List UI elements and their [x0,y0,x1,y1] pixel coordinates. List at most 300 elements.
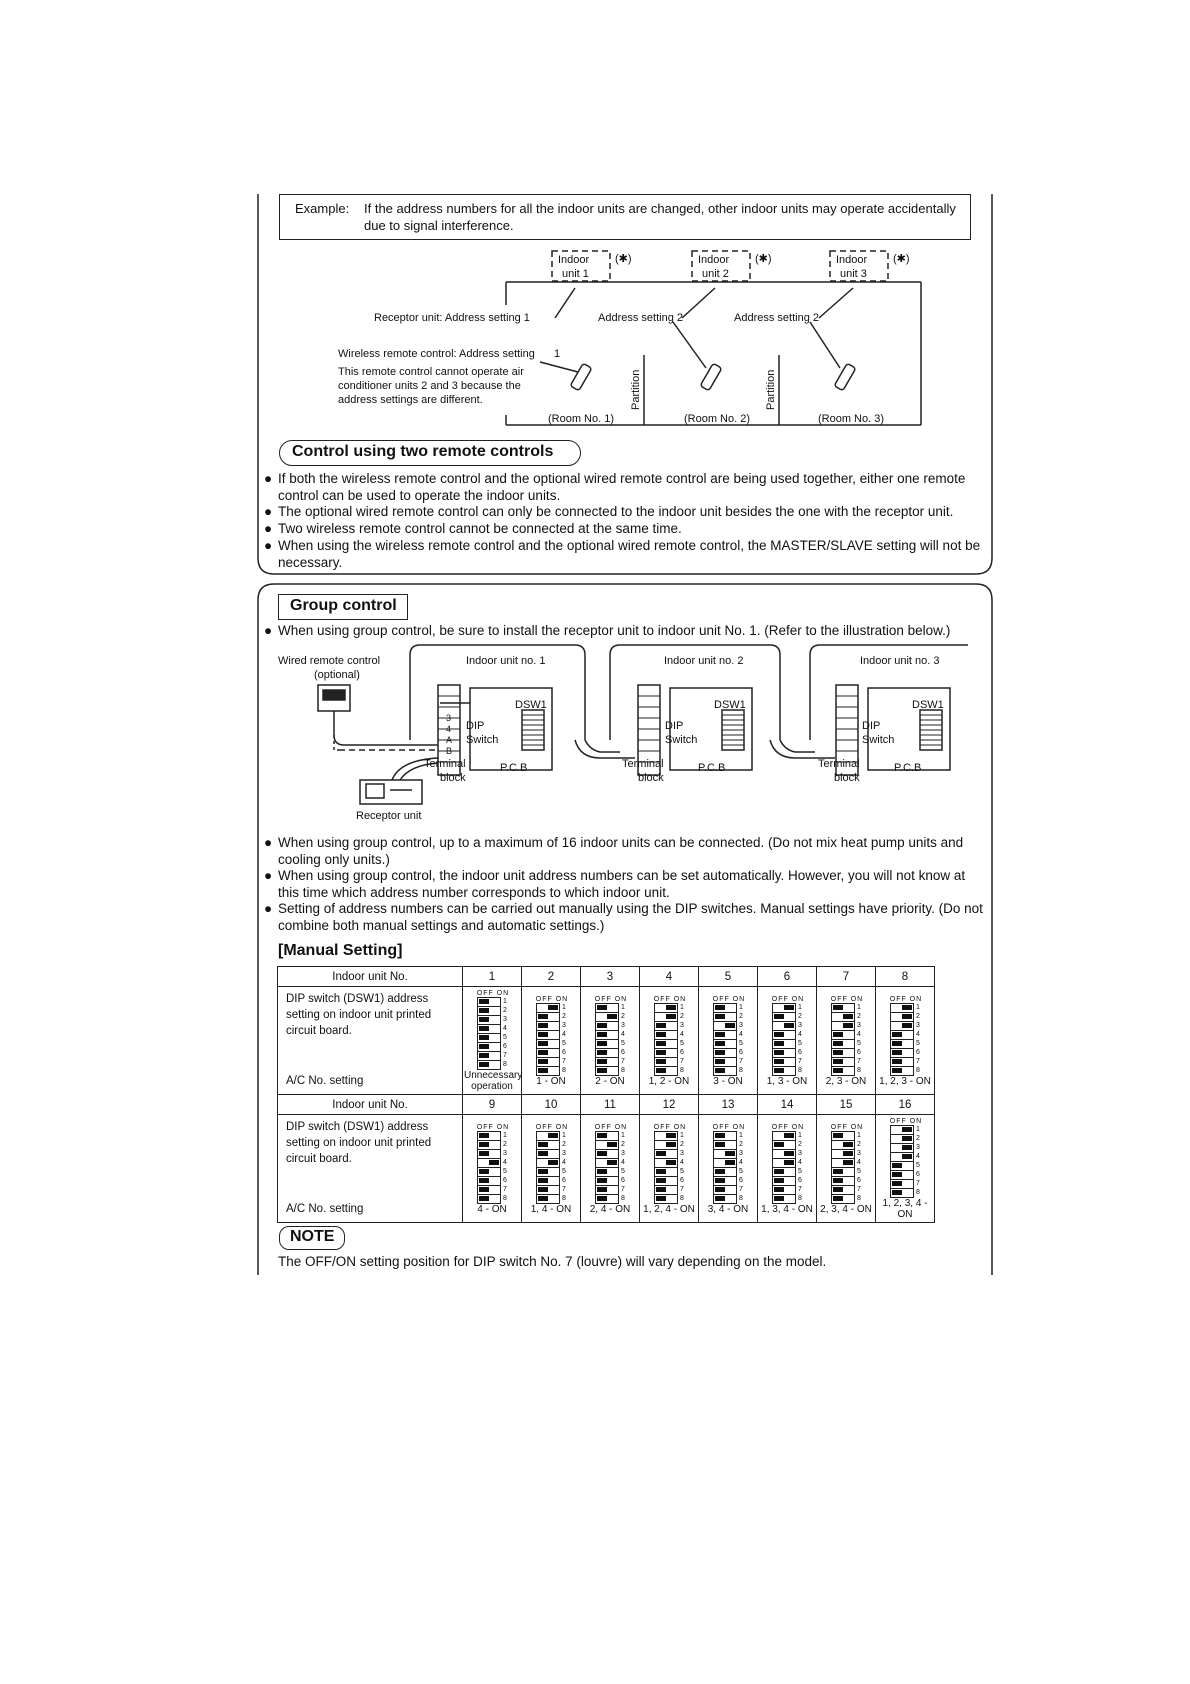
group-unit-2-label: Indoor unit no. 2 [664,655,744,667]
wireless-address-value: 1 [554,348,561,360]
dip-switch-number: 7 [739,1057,743,1065]
dip-knob-off [833,1133,843,1138]
unit-no: 7 [817,967,876,987]
dip-knob-off [479,1196,489,1201]
unit-no: 12 [640,1095,699,1115]
dip-switch-cell [876,987,935,1095]
dip-switch-number: 7 [916,1057,920,1065]
dip-knob-on [902,1005,912,1010]
dip-knob-off [715,1178,725,1183]
wired-remote-label-1: Wired remote control [278,655,381,667]
dip-knob-off [774,1178,784,1183]
dip-switch-number: 8 [739,1066,743,1074]
unit-no: 16 [876,1095,935,1115]
unit-no: 10 [522,1095,581,1115]
example-unit-1-asterisk: (✱) [615,253,632,265]
dip-switch-header: OFF ON [653,1123,687,1131]
ac-setting-value: 1, 2, 3, 4 - ON [882,1198,928,1220]
unit-no: 4 [640,967,699,987]
dip-knob-on [607,1160,617,1165]
dip-switch-number: 7 [680,1185,684,1193]
dip-knob-off [538,1142,548,1147]
dip-switch-cell [817,987,876,1095]
group-unit-1-label: Indoor unit no. 1 [466,655,546,667]
dip-switch-graphic [890,1003,914,1076]
dip-switch-graphic [713,1003,737,1076]
dip-switch-number: 4 [857,1030,861,1038]
dip-knob-on [607,1142,617,1147]
dip-switch-number: 6 [857,1048,861,1056]
dip-switch-graphic [595,1003,619,1076]
dip-knob-off [892,1059,902,1064]
dip-switch-number: 4 [503,1025,507,1032]
dip-switch-number: 6 [503,1176,507,1184]
example-unit-2-asterisk: (✱) [755,253,772,265]
ac-setting-value: 4 - ON [477,1203,507,1215]
dip-knob-off [833,1068,843,1073]
dip-knob-off [774,1187,784,1192]
dip-switch-graphic [831,1003,855,1076]
address-setting-2a: Address setting 2 [598,312,683,324]
example-unit-1-label-2: unit 1 [562,268,589,280]
dip-knob-off [597,1196,607,1201]
dip-switch-number: 5 [621,1167,625,1175]
dip-knob-on [843,1142,853,1147]
unit-no: 15 [817,1095,876,1115]
dip-knob-off [597,1050,607,1055]
example-note-line2: conditioner units 2 and 3 because the [338,380,521,392]
dip-knob-on [489,1160,499,1165]
dip-knob-on [725,1151,735,1156]
dip-switch-1b: Switch [466,734,499,746]
dip-switch-number: 6 [621,1048,625,1056]
dip-switch-number: 2 [916,1135,920,1142]
dip-switch-number: 6 [916,1048,920,1056]
dip-knob-off [833,1059,843,1064]
unit-no: 14 [758,1095,817,1115]
address-setting-2b: Address setting 2 [734,312,819,324]
dip-switch-number: 3 [503,1016,507,1023]
dip-switch-number: 8 [739,1194,743,1202]
wireless-address-label: Wireless remote control: Address setting [338,348,535,360]
ac-setting-value: 1, 2, 3 - ON [879,1075,931,1087]
dip-switch-number: 5 [739,1167,743,1175]
example-unit-2-label-1: Indoor [698,254,730,266]
dip-knob-on [666,1133,676,1138]
dip-knob-off [656,1050,666,1055]
unit-no: 9 [463,1095,522,1115]
dip-switch-number: 3 [680,1021,684,1029]
dip-knob-off [715,1133,725,1138]
pcb-label-3: P.C.B [894,762,922,774]
dip-switch-3a: DIP [862,720,881,732]
dip-switch-header: OFF ON [889,1118,923,1125]
dip-switch-number: 1 [857,1003,861,1011]
dip-knob-off [597,1041,607,1046]
dip-switch-header: OFF ON [830,1123,864,1131]
example-unit-3-label-1: Indoor [836,254,868,266]
dip-switch-number: 6 [916,1171,920,1178]
dip-switch-cell [699,987,758,1095]
dip-switch-graphic [536,1131,560,1204]
dip-switch-number: 6 [562,1176,566,1184]
dip-knob-on [843,1151,853,1156]
dip-switch-header: OFF ON [712,995,746,1003]
example-unit-1-label-1: Indoor [558,254,590,266]
terminal-3: 3 [446,713,452,723]
dip-switch-number: 5 [503,1167,507,1175]
dip-switch-graphic [477,997,501,1070]
dip-switch-graphic [654,1131,678,1204]
dip-switch-header: OFF ON [653,995,687,1003]
dip-knob-off [479,1133,489,1138]
manual-setting-heading: [Manual Setting] [278,942,403,959]
dip-switch-number: 4 [798,1158,802,1166]
dip-knob-off [597,1005,607,1010]
dip-knob-on [843,1023,853,1028]
dip-knob-off [715,1059,725,1064]
dip-knob-on [902,1023,912,1028]
dip-switch-3b: Switch [862,734,895,746]
dip-switch-number: 1 [562,1131,566,1139]
example-note-line3: address settings are different. [338,394,483,406]
dip-switch-cell [640,987,699,1095]
dip-switch-number: 5 [680,1167,684,1175]
dip-switch-number: 3 [562,1021,566,1029]
dip-switch-number: 1 [916,1003,920,1011]
dip-switch-number: 4 [916,1030,920,1038]
example-unit-2-label-2: unit 2 [702,268,729,280]
terminal-block-3b: block [834,772,860,784]
dip-switch-number: 3 [857,1021,861,1029]
dip-knob-off [479,1062,489,1067]
dip-knob-off [597,1133,607,1138]
dip-knob-off [538,1032,548,1037]
dip-switch-cell [758,987,817,1095]
dip-knob-on [784,1160,794,1165]
note-heading: NOTE [290,1228,335,1245]
dip-knob-on [902,1014,912,1019]
dip-switch-number: 2 [680,1012,684,1020]
dip-switch-number: 2 [857,1012,861,1020]
dip-knob-on [784,1133,794,1138]
dip-switch-number: 5 [857,1167,861,1175]
dip-knob-off [479,1053,489,1058]
partition-label-2: Partition [765,369,777,410]
dip-switch-number: 8 [680,1066,684,1074]
dip-knob-on [843,1160,853,1165]
dip-knob-off [892,1050,902,1055]
ac-setting-value: 2, 4 - ON [589,1203,631,1215]
dip-knob-off [597,1178,607,1183]
ac-setting-value: 3 - ON [713,1075,743,1087]
dip-knob-off [597,1023,607,1028]
unit-no: 3 [581,967,640,987]
unit-no-label-bottom: Indoor unit No. [278,1095,463,1115]
dip-switch-number: 2 [739,1012,743,1020]
dip-knob-off [538,1023,548,1028]
dip-switch-number: 2 [739,1140,743,1148]
pcb-label-1: P.C.B [500,762,528,774]
dip-switch-number: 3 [916,1021,920,1029]
room-2-label: (Room No. 2) [684,413,751,425]
dip-switch-number: 2 [798,1140,802,1148]
dip-knob-on [902,1154,912,1159]
two-remotes-heading: Control using two remote controls [292,443,554,460]
manual-setting-table [277,966,935,1223]
dip-switch-graphic [595,1131,619,1204]
dip-switch-cell [463,1115,522,1223]
dip-switch-number: 1 [562,1003,566,1011]
example-note-line1: This remote control cannot operate air [338,366,524,378]
dip-knob-off [597,1059,607,1064]
dip-knob-off [715,1196,725,1201]
example-text-line2: due to signal interference. [364,218,514,233]
dip-switch-2a: DIP [665,720,684,732]
dip-knob-off [597,1187,607,1192]
dip-switch-cell [463,987,522,1095]
two-remotes-bullet-2: ● The optional wired remote control can only be connected to the indoor unit besides the one with the receptor unit. [264,504,954,519]
dip-knob-off [538,1169,548,1174]
dip-knob-on [666,1005,676,1010]
pcb-label-2: P.C.B [698,762,726,774]
address-example-diagram [0,0,1190,440]
dip-knob-off [538,1068,548,1073]
dip-switch-number: 4 [798,1030,802,1038]
dip-switch-number: 5 [798,1039,802,1047]
dip-switch-header: OFF ON [771,1123,805,1131]
dip-switch-number: 2 [680,1140,684,1148]
terminal-block-1b: block [440,772,466,784]
dip-switch-cell [758,1115,817,1223]
dip-switch-number: 5 [916,1039,920,1047]
dip-switch-number: 4 [857,1158,861,1166]
dip-switch-number: 6 [562,1048,566,1056]
dip-knob-off [774,1196,784,1201]
terminal-block-2b: block [638,772,664,784]
ac-setting-value: 1, 2, 4 - ON [643,1203,695,1215]
two-remotes-bullet-1: ● If both the wireless remote control and the optional wired remote control are being used together, either one remote control can be used to operate the indoor units. [264,471,966,503]
dip-switch-graphic [654,1003,678,1076]
room-3-label: (Room No. 3) [818,413,885,425]
dip-switch-number: 1 [857,1131,861,1139]
ac-setting-value: 1, 2 - ON [648,1075,690,1087]
dip-switch-number: 8 [798,1066,802,1074]
dip-switch-number: 1 [798,1131,802,1139]
dip-switch-number: 1 [621,1131,625,1139]
dip-switch-number: 2 [916,1012,920,1020]
dip-knob-off [774,1050,784,1055]
dip-switch-number: 8 [562,1194,566,1202]
dip-switch-number: 2 [857,1140,861,1148]
dip-switch-number: 1 [739,1131,743,1139]
dip-switch-header: OFF ON [476,1123,510,1131]
dip-switch-graphic [536,1003,560,1076]
dip-knob-off [892,1041,902,1046]
dip-switch-number: 3 [621,1149,625,1157]
dip-switch-number: 4 [680,1030,684,1038]
dip-knob-on [607,1014,617,1019]
dip-switch-number: 4 [916,1153,920,1160]
dip-switch-number: 7 [503,1052,507,1059]
dip-knob-off [597,1032,607,1037]
unit-no: 11 [581,1095,640,1115]
dip-switch-number: 8 [680,1194,684,1202]
dip-switch-number: 5 [916,1162,920,1169]
dip-knob-off [479,1008,489,1013]
dip-switch-cell [522,987,581,1095]
dip-knob-on [548,1133,558,1138]
dip-knob-off [656,1032,666,1037]
dip-knob-off [597,1169,607,1174]
ac-setting-value: Unnecessary operation [464,1070,523,1092]
terminal-b: B [446,746,453,756]
dip-switch-graphic [772,1003,796,1076]
example-label: Example: [295,201,350,216]
unit-no: 8 [876,967,935,987]
wired-remote-label-2: (optional) [314,669,360,681]
partition-label-1: Partition [630,369,642,410]
dip-knob-off [656,1178,666,1183]
dip-switch-graphic [831,1131,855,1204]
dip-switch-number: 6 [739,1048,743,1056]
dip-switch-header: OFF ON [535,1123,569,1131]
dip-switch-number: 6 [680,1176,684,1184]
dip-knob-off [538,1196,548,1201]
dip-knob-off [479,1169,489,1174]
dip-knob-off [833,1169,843,1174]
dip-switch-number: 1 [916,1126,920,1133]
dip-switch-number: 5 [739,1039,743,1047]
dip-knob-off [892,1181,902,1186]
unit-no: 13 [699,1095,758,1115]
dip-switch-graphic [713,1131,737,1204]
terminal-a: A [446,735,453,745]
dip-knob-off [538,1014,548,1019]
dip-switch-number: 7 [562,1057,566,1065]
dip-knob-off [892,1068,902,1073]
dip-switch-number: 8 [857,1194,861,1202]
dip-switch-number: 1 [739,1003,743,1011]
dip-knob-off [833,1041,843,1046]
ac-setting-value: 3, 4 - ON [707,1203,749,1215]
two-remotes-bullet-4: ● When using the wireless remote control and the optional wired remote control, the MASTER/SLAVE setting will not be necessary. [264,538,981,570]
dip-knob-on [548,1160,558,1165]
dip-knob-on [784,1023,794,1028]
dip-switch-header: OFF ON [594,1123,628,1131]
group-bullet-1: ● When using group control, up to a maximum of 16 indoor units can be connected. (Do not mix heat pump units and cooling only units.) [264,835,964,867]
dip-switch-number: 7 [798,1185,802,1193]
dip-knob-off [479,1178,489,1183]
dip-knob-off [715,1050,725,1055]
dip-switch-number: 3 [739,1149,743,1157]
dip-knob-off [538,1041,548,1046]
dip-knob-off [715,1142,725,1147]
ac-setting-value: 1, 3 - ON [766,1075,808,1087]
dip-switch-cell [640,1115,699,1223]
dip-switch-number: 6 [798,1048,802,1056]
dip-switch-number: 7 [916,1180,920,1187]
room-1-label: (Room No. 1) [548,413,615,425]
dip-switch-number: 4 [562,1030,566,1038]
dip-switch-number: 8 [503,1061,507,1068]
dip-knob-off [892,1032,902,1037]
unit-no: 2 [522,967,581,987]
receptor-address-label: Receptor unit: Address setting 1 [374,312,530,324]
dip-switch-number: 3 [680,1149,684,1157]
dip-switch-header: OFF ON [594,995,628,1003]
dip-switch-number: 2 [798,1012,802,1020]
dip-switch-number: 1 [798,1003,802,1011]
ac-setting-value: 1, 3, 4 - ON [761,1203,813,1215]
dip-knob-on [725,1023,735,1028]
dip-switch-number: 7 [503,1185,507,1193]
terminal-block-1a: Terminal [424,758,466,770]
dip-knob-off [715,1169,725,1174]
dip-knob-off [774,1059,784,1064]
dip-switch-number: 4 [680,1158,684,1166]
dip-switch-number: 1 [503,1131,507,1139]
dip-knob-on [784,1005,794,1010]
dip-switch-number: 7 [798,1057,802,1065]
ac-setting-value: 2 - ON [595,1075,625,1087]
dip-switch-header: OFF ON [771,995,805,1003]
dip-knob-off [479,999,489,1004]
ac-setting-value: 1 - ON [536,1075,566,1087]
dip-switch-number: 8 [621,1066,625,1074]
dip-knob-off [656,1169,666,1174]
dip-knob-off [538,1178,548,1183]
dip-knob-off [656,1041,666,1046]
dip-knob-off [538,1187,548,1192]
dip-knob-off [715,1005,725,1010]
dip-switch-header: OFF ON [535,995,569,1003]
dip-switch-number: 8 [503,1194,507,1202]
dip-switch-number: 6 [798,1176,802,1184]
dip-switch-number: 4 [739,1158,743,1166]
dip-switch-number: 2 [562,1012,566,1020]
dip-knob-off [479,1187,489,1192]
dip-knob-off [479,1017,489,1022]
two-remotes-bullet-3: ● Two wireless remote control cannot be connected at the same time. [264,521,682,536]
dip-knob-off [892,1190,902,1195]
dip-switch-number: 5 [562,1167,566,1175]
dip-knob-off [833,1178,843,1183]
dip-switch-number: 2 [503,1007,507,1014]
dip-knob-on [725,1160,735,1165]
dip-switch-cell [699,1115,758,1223]
dip-switch-cell [581,1115,640,1223]
dip-switch-number: 6 [621,1176,625,1184]
dip-knob-off [833,1196,843,1201]
dip-switch-cell [581,987,640,1095]
example-text-line1: If the address numbers for all the indoor units are changed, other indoor units may operate accidentally [364,201,956,216]
dip-switch-cell [522,1115,581,1223]
dip-knob-on [666,1160,676,1165]
dip-switch-number: 3 [857,1149,861,1157]
dip-switch-number: 6 [503,1043,507,1050]
example-unit-3-asterisk: (✱) [893,253,910,265]
group-unit-3-label: Indoor unit no. 3 [860,655,940,667]
dip-knob-off [833,1187,843,1192]
dip-switch-number: 6 [857,1176,861,1184]
dip-switch-graphic [890,1125,914,1198]
terminal-block-3a: Terminal [818,758,860,770]
dip-switch-number: 2 [503,1140,507,1148]
group-control-heading: Group control [290,597,397,614]
dip-switch-number: 3 [503,1149,507,1157]
dip-knob-on [902,1145,912,1150]
